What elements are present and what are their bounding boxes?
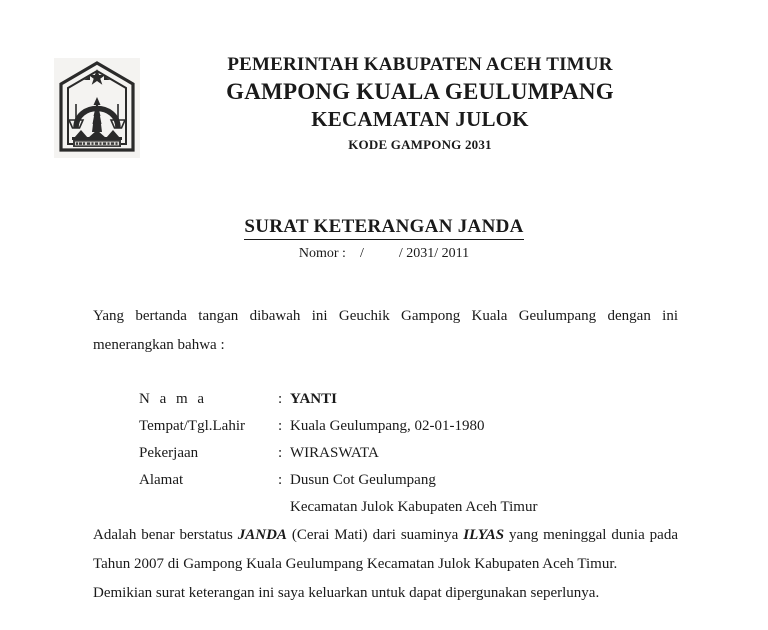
closing-paragraph: Demikian surat keterangan ini saya keluarkan untuk dapat dipergunakan seperlunya. (93, 585, 600, 601)
table-row (139, 467, 537, 494)
opening-paragraph (93, 302, 678, 360)
statement-text-part3: yang meninggal dunia pada Tahun 2007 di Gampong Kuala Geulumpang Kecamatan Julok Kabupaten Aceh Timur. (93, 527, 678, 572)
table-row (139, 494, 537, 521)
field-colon-alamat-continued (278, 494, 290, 521)
field-colon-pekerjaan: : (278, 445, 283, 461)
document-body (93, 302, 678, 608)
statement-emphasis-ilyas: ILYAS (463, 527, 505, 543)
letterhead (0, 52, 768, 170)
statement-emphasis-janda: JANDA (237, 527, 287, 543)
opening-paragraph-line2: menerangkan bahwa : (93, 337, 225, 353)
field-colon-tempat-tgl-lahir: : (278, 418, 283, 434)
field-label-pekerjaan: Pekerjaan (139, 445, 199, 461)
title-block (0, 216, 768, 263)
opening-paragraph-line1: Yang bertanda tangan dibawah ini Geuchik Gampong Kuala Geulumpang dengan ini (93, 308, 678, 324)
field-value-pekerjaan: WIRASWATA (290, 445, 379, 461)
person-details-table (139, 386, 537, 521)
field-label-tempat-tgl-lahir: Tempat/Tgl.Lahir (139, 418, 245, 434)
letterhead-text (150, 52, 690, 155)
statement-text-part2: (Cerai Mati) dari suaminya (286, 527, 464, 543)
document-title: SURAT KETERANGAN JANDA (244, 216, 523, 240)
field-colon-alamat: : (278, 472, 283, 488)
statement-paragraph (93, 521, 678, 579)
statement-text-part1: Adalah benar berstatus (93, 527, 238, 543)
field-value-alamat: Dusun Cot Geulumpang (290, 472, 436, 488)
table-row (139, 440, 537, 467)
field-value-nama: YANTI (290, 391, 337, 407)
letterhead-line-district: KECAMATAN JULOK (311, 107, 529, 131)
table-row (139, 413, 537, 440)
field-value-tempat-tgl-lahir: Kuala Geulumpang, 02-01-1980 (290, 418, 485, 434)
field-label-nama: N a m a (139, 391, 208, 407)
field-label-alamat: Alamat (139, 472, 184, 488)
field-value-alamat-continued: Kecamatan Julok Kabupaten Aceh Timur (290, 499, 538, 515)
document-number: Nomor : / / 2031/ 2011 (298, 246, 470, 261)
kabupaten-aceh-timur-logo (54, 58, 140, 158)
letterhead-line-code: KODE GAMPONG 2031 (348, 137, 492, 152)
letterhead-line-province: PEMERINTAH KABUPATEN ACEH TIMUR (227, 54, 613, 75)
field-colon-nama: : (278, 391, 283, 407)
letterhead-line-village: GAMPONG KUALA GEULUMPANG (226, 79, 614, 104)
field-label-alamat-continued (139, 494, 278, 521)
table-row (139, 386, 537, 413)
